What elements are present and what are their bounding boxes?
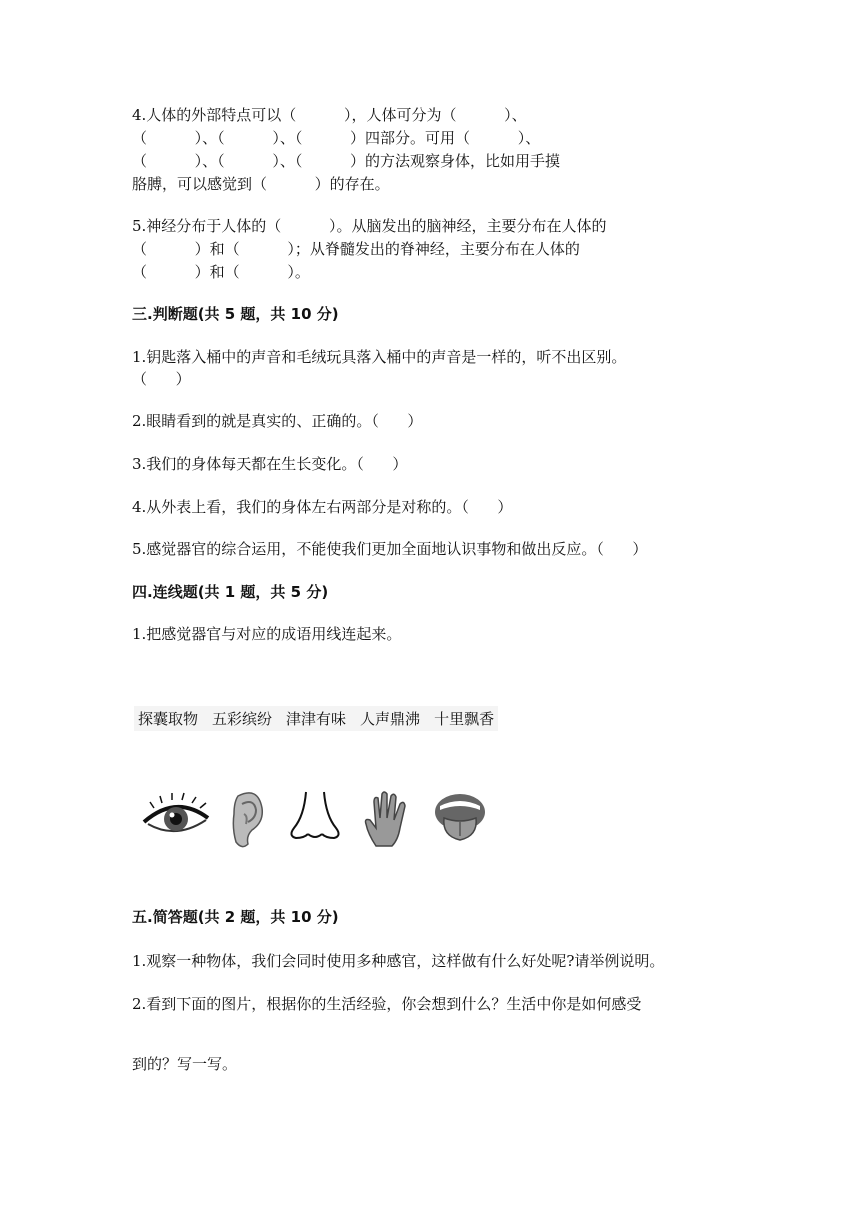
section4-heading: 四.连线题(共 1 题，共 5 分) [132, 583, 329, 601]
eye-icon [140, 788, 212, 850]
short-q1: 1.观察一种物体，我们会同时使用多种感官，这样做有什么好处呢?请举例说明。 [132, 952, 665, 970]
judge-q2: 2.眼睛看到的就是真实的、正确的。（ ） [132, 412, 423, 430]
match-q1: 1.把感觉器官与对应的成语用线连起来。 [132, 625, 402, 643]
q4-line-2: （ ）、（ ）、（ ）四部分。可用（ ）、 [132, 129, 541, 147]
judge-q5: 5.感觉器官的综合运用，不能使我们更加全面地认识事物和做出反应。（ ） [132, 540, 648, 558]
short-q2-line-2: 到的？写一写。 [132, 1055, 238, 1073]
hand-icon [362, 788, 412, 850]
q5-line-3: （ ）和（ ）。 [132, 263, 310, 281]
idiom-3: 津津有味 [286, 710, 347, 728]
section5-heading: 五.简答题(共 2 题，共 10 分) [132, 908, 339, 926]
judge-q3: 3.我们的身体每天都在生长变化。（ ） [132, 455, 408, 473]
section3-heading: 三.判断题(共 5 题，共 10 分) [132, 305, 339, 323]
idiom-4: 人声鼎沸 [360, 710, 421, 728]
nose-icon [286, 788, 344, 850]
q5-line-1: 5.神经分布于人体的（ ）。从脑发出的脑神经，主要分布在人体的 [132, 217, 607, 235]
ear-icon [228, 788, 268, 850]
idiom-list [134, 706, 498, 731]
judge-q4: 4.从外表上看，我们的身体左右两部分是对称的。（ ） [132, 498, 513, 516]
judge-q1-line-2: （ ） [132, 370, 191, 388]
short-q2-line-1: 2.看到下面的图片，根据你的生活经验，你会想到什么？生活中你是如何感受 [132, 995, 642, 1013]
tongue-icon [432, 788, 488, 850]
idiom-5: 十里飘香 [434, 710, 495, 728]
idiom-1: 探囊取物 [138, 710, 199, 728]
q4-line-1: 4.人体的外部特点可以（ ），人体可分为（ ）、 [132, 106, 527, 124]
judge-q1-line-1: 1.钥匙落入桶中的声音和毛绒玩具落入桶中的声音是一样的，听不出区别。 [132, 348, 627, 366]
q4-line-4: 胳膊，可以感觉到（ ）的存在。 [132, 175, 390, 193]
q5-line-2: （ ）和（ ）；从脊髓发出的脊神经，主要分布在人体的 [132, 240, 580, 258]
q4-line-3: （ ）、（ ）、（ ）的方法观察身体，比如用手摸 [132, 152, 561, 170]
idiom-2: 五彩缤纷 [212, 710, 273, 728]
